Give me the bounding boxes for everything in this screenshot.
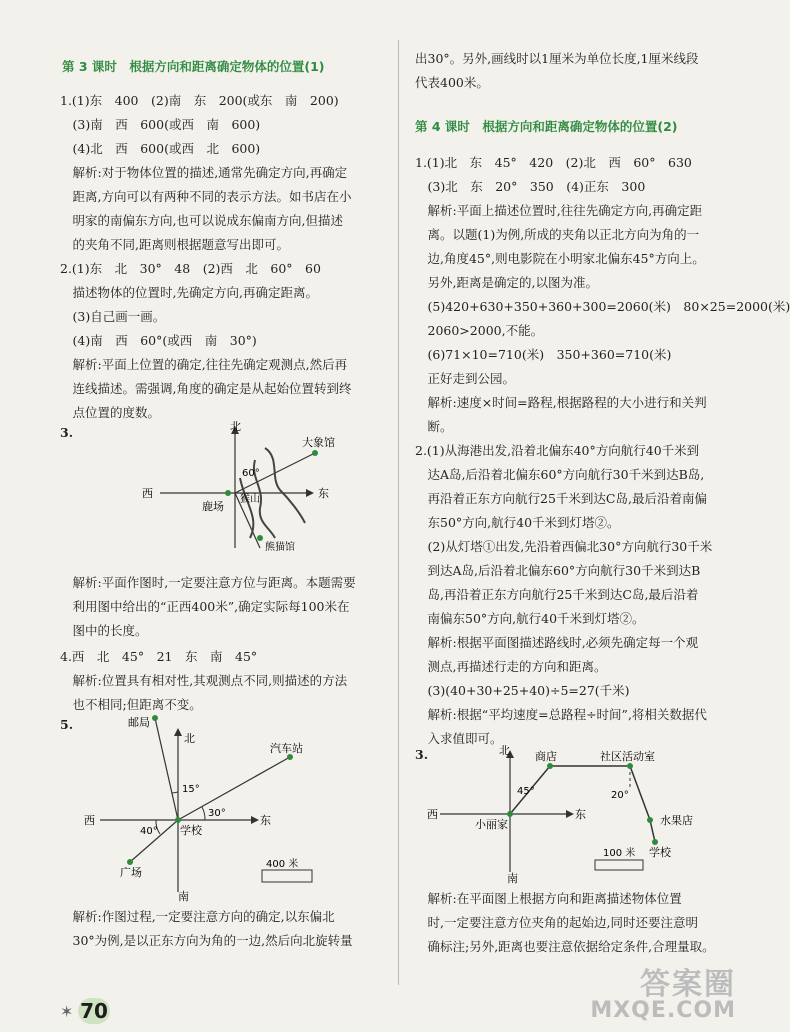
answer-line: (5)420+630+350+360+300=2060(米) 80×25=2000(米) xyxy=(415,299,790,314)
page-number: 70 xyxy=(78,998,110,1024)
watermark-line1: 答案圈 xyxy=(640,967,736,1002)
right-column xyxy=(415,0,790,1032)
answer-line: 1.(1)东 400 (2)南 东 200(或东 南 200) xyxy=(60,93,339,108)
north-label: 北 xyxy=(499,744,510,757)
answer-line: 南偏东50°方向,航行40千米到灯塔②。 xyxy=(415,611,645,626)
column-divider xyxy=(398,40,399,985)
analysis-line: 的夹角不同,距离则根据题意写出即可。 xyxy=(60,237,289,252)
scale-label: 400 米 xyxy=(266,859,299,870)
post-office-label: 邮局 xyxy=(128,716,150,729)
analysis-line: 解析:在平面图上根据方向和距离描述物体位置 xyxy=(415,891,682,906)
analysis-line: 另外,距离是确定的,以图为准。 xyxy=(415,275,598,290)
watermark-line2: MXQE.COM xyxy=(590,998,736,1023)
bus-station-label: 汽车站 xyxy=(270,742,303,755)
analysis-line: 解析:对于物体位置的描述,通常先确定方向,再确定 xyxy=(60,165,348,180)
question-number: 3. xyxy=(415,747,429,762)
analysis-line: 解析:平面作图时,一定要注意方位与距离。本题需要 xyxy=(60,575,356,590)
answer-line: 1.(1)北 东 45° 420 (2)北 西 60° 630 xyxy=(415,155,692,170)
answer-line: (2)从灯塔①出发,先沿着西偏北30°方向航行30千米 xyxy=(415,539,713,554)
elephant-hall-label: 大象馆 xyxy=(302,436,335,449)
left-column xyxy=(60,0,390,1032)
analysis-line: 确标注;另外,距离也要注意依据给定条件,合理量取。 xyxy=(415,939,715,954)
lesson-3-title: 第 3 课时 根据方向和距离确定物体的位置(1) xyxy=(62,59,325,74)
analysis-line: 解析:速度×时间=路程,根据路程的大小进行和关判 xyxy=(415,395,707,410)
xiaoli-home-label: 小丽家 xyxy=(475,818,508,831)
analysis-line: 入求值即可。 xyxy=(415,731,503,746)
south-label: 南 xyxy=(178,890,189,903)
west-label: 西 xyxy=(427,808,438,821)
watermark xyxy=(590,967,736,1024)
analysis-line: 时,一定要注意方位夹角的起始边,同时还要注意明 xyxy=(415,915,698,930)
analysis-line: 解析:根据平面图描述路线时,必须先确定每一个观 xyxy=(415,635,699,650)
angle-45-label: 45° xyxy=(517,786,535,797)
lesson-4-title: 第 4 课时 根据方向和距离确定物体的位置(2) xyxy=(415,119,678,134)
answer-line: 正好走到公园。 xyxy=(415,371,516,386)
analysis-line: 解析:平面上位置的确定,往往先确定观测点,然后再 xyxy=(60,357,348,372)
west-label: 西 xyxy=(142,487,153,500)
east-label: 东 xyxy=(260,814,271,827)
answer-line: 4.西 北 45° 21 东 南 45° xyxy=(60,649,258,664)
map-figure-lesson3-q5 xyxy=(80,712,360,902)
analysis-line: 断。 xyxy=(415,419,453,434)
continued-line: 出30°。另外,画线时以1厘米为单位长度,1厘米线段 xyxy=(415,51,699,66)
west-label: 西 xyxy=(84,814,95,827)
answer-line: (3)南 西 600(或西 南 600) xyxy=(60,117,261,132)
analysis-line: 图中的长度。 xyxy=(60,623,148,638)
question-number: 3. xyxy=(60,425,74,440)
analysis-line: 明家的南偏东方向,也可以说成东偏南方向,但描述 xyxy=(60,213,343,228)
analysis-line: 解析:根据“平均速度=总路程÷时间”,将相关数据代 xyxy=(415,707,707,722)
analysis-line: 解析:平面上描述位置时,往往先确定方向,再确定距 xyxy=(415,203,703,218)
map-figure-lesson3-q3 xyxy=(140,418,370,568)
school-label: 学校 xyxy=(649,846,671,859)
analysis-line: 解析:作图过程,一定要注意方向的确定,以东偏北 xyxy=(60,909,335,924)
analysis-line: 边,角度45°,则电影院在小明家北偏东45°方向上。 xyxy=(415,251,705,266)
fruit-shop-label: 水果店 xyxy=(660,814,693,827)
answer-line: 2.(1)东 北 30° 48 (2)西 北 60° 60 xyxy=(60,261,321,276)
answer-line: (3)(40+30+25+40)÷5=27(千米) xyxy=(415,683,630,698)
answer-line: (3)自己画一画。 xyxy=(60,309,166,324)
community-center-label: 社区活动室 xyxy=(600,750,655,763)
analysis-line: 30°为例,是以正东方向为角的一边,然后向北旋转量 xyxy=(60,933,353,948)
shop-label: 商店 xyxy=(535,750,557,763)
school-label: 学校 xyxy=(180,824,202,837)
answer-line: 2.(1)从海港出发,沿着北偏东40°方向航行40千米到 xyxy=(415,443,700,458)
answer-line: 再沿着正东方向航行25千米到达C岛,最后沿着南偏 xyxy=(415,491,707,506)
answer-line: 描述物体的位置时,先确定方向,再确定距离。 xyxy=(60,285,318,300)
analysis-line: 点位置的度数。 xyxy=(60,405,161,420)
star-icon: ✶ xyxy=(60,1002,74,1021)
answer-line: 东50°方向,航行40千米到灯塔②。 xyxy=(415,515,620,530)
answer-line: (4)南 西 60°(或西 南 30°) xyxy=(60,333,257,348)
analysis-line: 离。以题(1)为例,所成的夹角以正北方向为角的一 xyxy=(415,227,700,242)
panda-hall-label: 熊猫馆 xyxy=(265,542,295,553)
continued-line: 代表400米。 xyxy=(415,75,489,90)
angle-40-label: 40° xyxy=(140,826,158,837)
angle-30-label: 30° xyxy=(208,808,226,819)
answer-line: 岛,再沿着正东方向航行25千米到达C岛,最后沿着 xyxy=(415,587,699,602)
analysis-line: 测点,再描述行走的方向和距离。 xyxy=(415,659,607,674)
answer-line: (3)北 东 20° 350 (4)正东 300 xyxy=(415,179,646,194)
analysis-line: 利用图中给出的“正西400米”,确定实际每100米在 xyxy=(60,599,350,614)
answer-line: (6)71×10=710(米) 350+360=710(米) xyxy=(415,347,672,362)
analysis-line: 解析:位置具有相对性,其观测点不同,则描述的方法 xyxy=(60,673,348,688)
monkey-hill-label: 猴山 xyxy=(240,494,260,505)
north-label: 北 xyxy=(230,420,241,433)
analysis-line: 也不相同;但距离不变。 xyxy=(60,697,202,712)
scale-label: 100 米 xyxy=(603,848,636,859)
answer-line: 达A岛,后沿着北偏东60°方向航行30千米到达B岛, xyxy=(415,467,705,482)
square-label: 广场 xyxy=(120,866,142,879)
angle-20-label: 20° xyxy=(611,790,629,801)
angle-60-label: 60° xyxy=(242,468,260,479)
analysis-line: 距离,方向可以有两种不同的表示方法。如书店在小 xyxy=(60,189,352,204)
east-label: 东 xyxy=(318,487,329,500)
north-label: 北 xyxy=(184,732,195,745)
question-number: 5. xyxy=(60,717,74,732)
map-figure-lesson4-q3 xyxy=(425,742,725,885)
deer-field-label: 鹿场 xyxy=(202,500,224,513)
answer-line: 到达A岛,后沿着北偏东60°方向航行30千米到达B xyxy=(415,563,701,578)
answer-line: 2060>2000,不能。 xyxy=(415,323,544,338)
answer-line: (4)北 西 600(或西 北 600) xyxy=(60,141,261,156)
east-label: 东 xyxy=(575,808,586,821)
south-label: 南 xyxy=(507,872,518,885)
angle-15-label: 15° xyxy=(182,784,200,795)
analysis-line: 连线描述。需强调,角度的确定是从起始位置转到终 xyxy=(60,381,352,396)
